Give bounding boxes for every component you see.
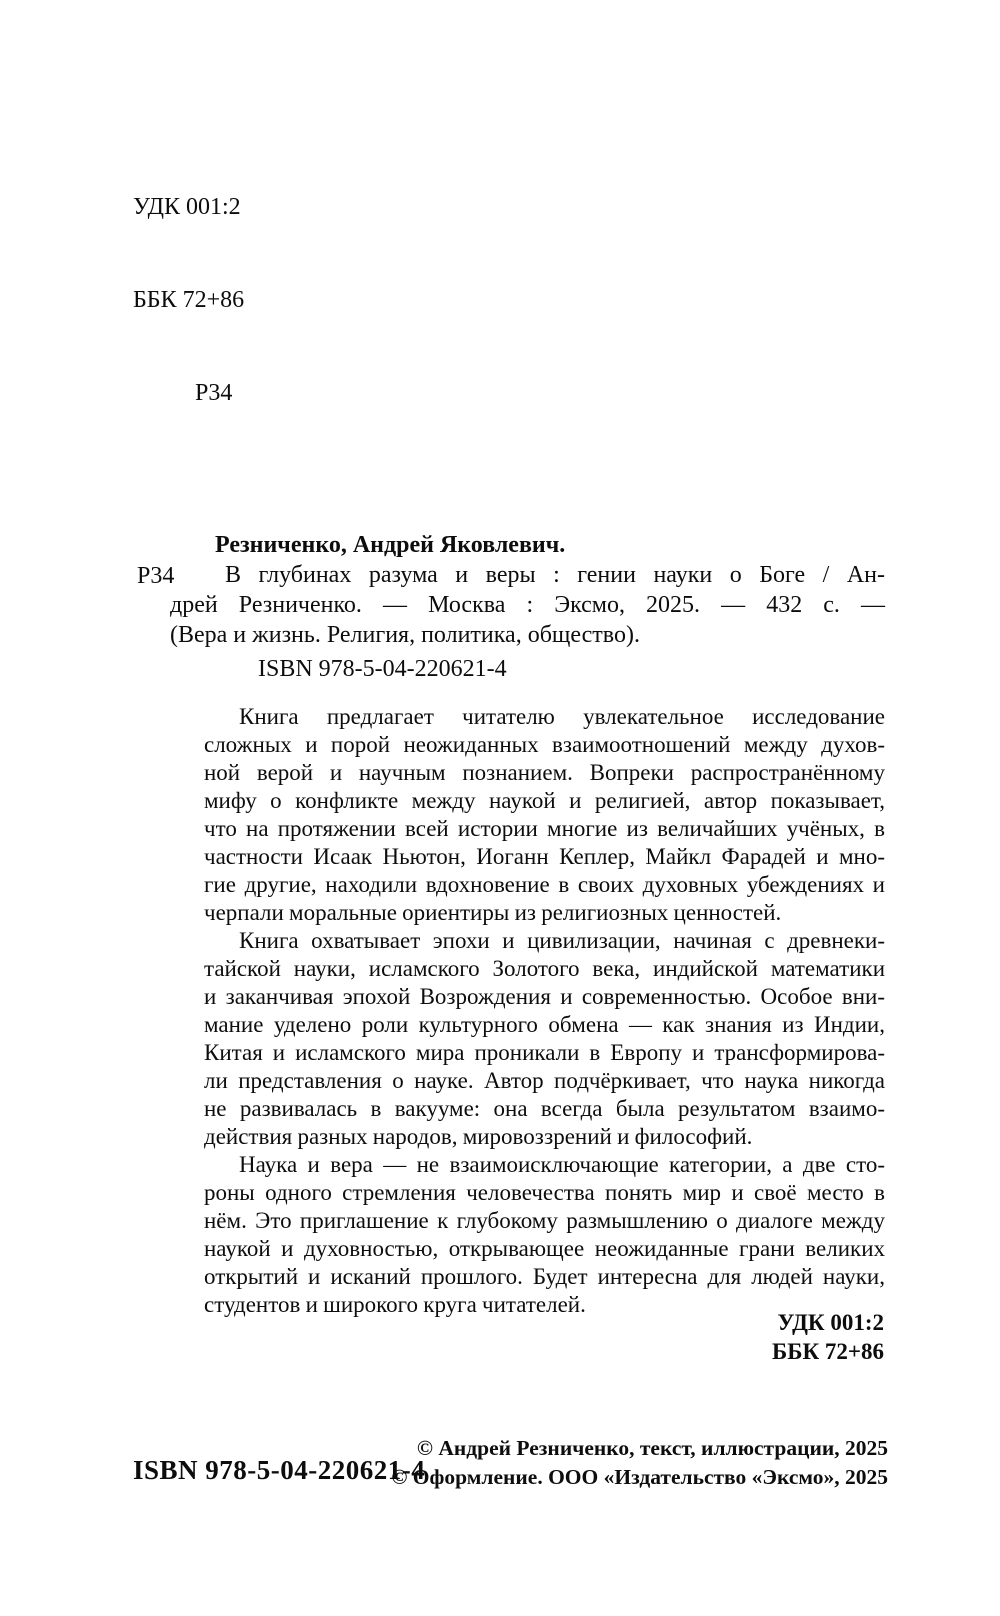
text-line: ной верой и научным познанием. Вопреки распространённому xyxy=(204,760,885,785)
author-heading: Резниченко, Андрей Яковлевич. xyxy=(215,532,566,558)
udc-code-bottom: УДК 001:2 xyxy=(777,1310,884,1335)
text-line: Книга предлагает читателю увлекательное исследование xyxy=(239,704,885,729)
text-line: мифу о конфликте между наукой и религией, автор показывает, xyxy=(204,788,885,813)
text-line: наукой и духовностью, открывающее неожиданные грани великих xyxy=(204,1236,885,1261)
text-line: мание уделено роли культурного обмена — как знания из Индии, xyxy=(204,1012,885,1037)
text-line: дрей Резниченко. — Москва : Эксмо, 2025. — 432 с. — xyxy=(170,592,885,618)
text-line: действия разных народов, мировоззрений и философий. xyxy=(204,1124,753,1149)
text-line: Китая и исламского мира проникали в Европу и трансформирова- xyxy=(204,1040,885,1065)
text-line: тайской науки, исламского Золотого века, индийской математики xyxy=(204,956,885,981)
text-line: черпали моральные ориентиры из религиозных ценностей. xyxy=(204,900,782,925)
margin-author-sign: Р34 xyxy=(137,563,175,589)
bibliographic-text xyxy=(170,530,885,650)
annotation xyxy=(204,703,885,1319)
text-line: гие другие, находили вдохновение в своих духовных убеждениях и xyxy=(204,872,885,897)
copyright-block xyxy=(391,1434,888,1492)
bottom-classification-codes xyxy=(772,1308,884,1366)
text-line: В глубинах разума и веры : гении науки о Боге / Ан- xyxy=(225,562,885,588)
author-sign-code: Р34 xyxy=(195,380,233,406)
top-classification-codes xyxy=(133,130,244,471)
annotation-paragraph xyxy=(204,927,885,1151)
bibliographic-record xyxy=(137,530,885,650)
text-line: и заканчивая эпохой Возрождения и современностью. Особое вни- xyxy=(204,984,885,1009)
copyright-line: © Андрей Резниченко, текст, иллюстрации, 2025 xyxy=(416,1436,888,1460)
text-line: (Вера и жизнь. Религия, политика, общество). xyxy=(170,622,640,648)
bibliographic-description xyxy=(170,560,885,650)
text-line: ли представления о науке. Автор подчёркивает, что наука никогда xyxy=(204,1068,885,1093)
bbk-code: ББК 72+86 xyxy=(133,287,245,313)
footer-isbn: ISBN 978-5-04-220621-4 xyxy=(133,1455,426,1485)
annotation-paragraph xyxy=(204,703,885,927)
udc-code: УДК 001:2 xyxy=(133,194,241,220)
text-line: не развивалась в вакууме: она всегда была результатом взаимо- xyxy=(204,1096,885,1121)
text-line: открытий и исканий прошлого. Будет интересна для людей науки, xyxy=(204,1264,885,1289)
bbk-code-bottom: ББК 72+86 xyxy=(772,1339,884,1364)
isbn-number: ISBN 978-5-04-220621-4 xyxy=(258,656,507,682)
text-line: частности Исаак Ньютон, Иоганн Кеплер, Майкл Фарадей и мно- xyxy=(204,844,885,869)
annotation-paragraph xyxy=(204,1151,885,1319)
text-line: сложных и порой неожиданных взаимоотношений между духов- xyxy=(204,732,885,757)
text-line: что на протяжении всей истории многие из величайших учёных, в xyxy=(204,816,885,841)
text-line: роны одного стремления человечества понять мир и своё место в xyxy=(204,1180,885,1205)
text-line: Наука и вера — не взаимоисключающие категории, а две сто- xyxy=(239,1152,885,1177)
copyright-line: © Оформление. ООО «Издательство «Эксмо», 2025 xyxy=(391,1465,888,1489)
text-line: студентов и широкого круга читателей. xyxy=(204,1292,586,1317)
text-line: Книга охватывает эпохи и цивилизации, начиная с древнеки- xyxy=(239,928,885,953)
text-line: нём. Это приглашение к глубокому размышлению о диалоге между xyxy=(204,1208,885,1233)
